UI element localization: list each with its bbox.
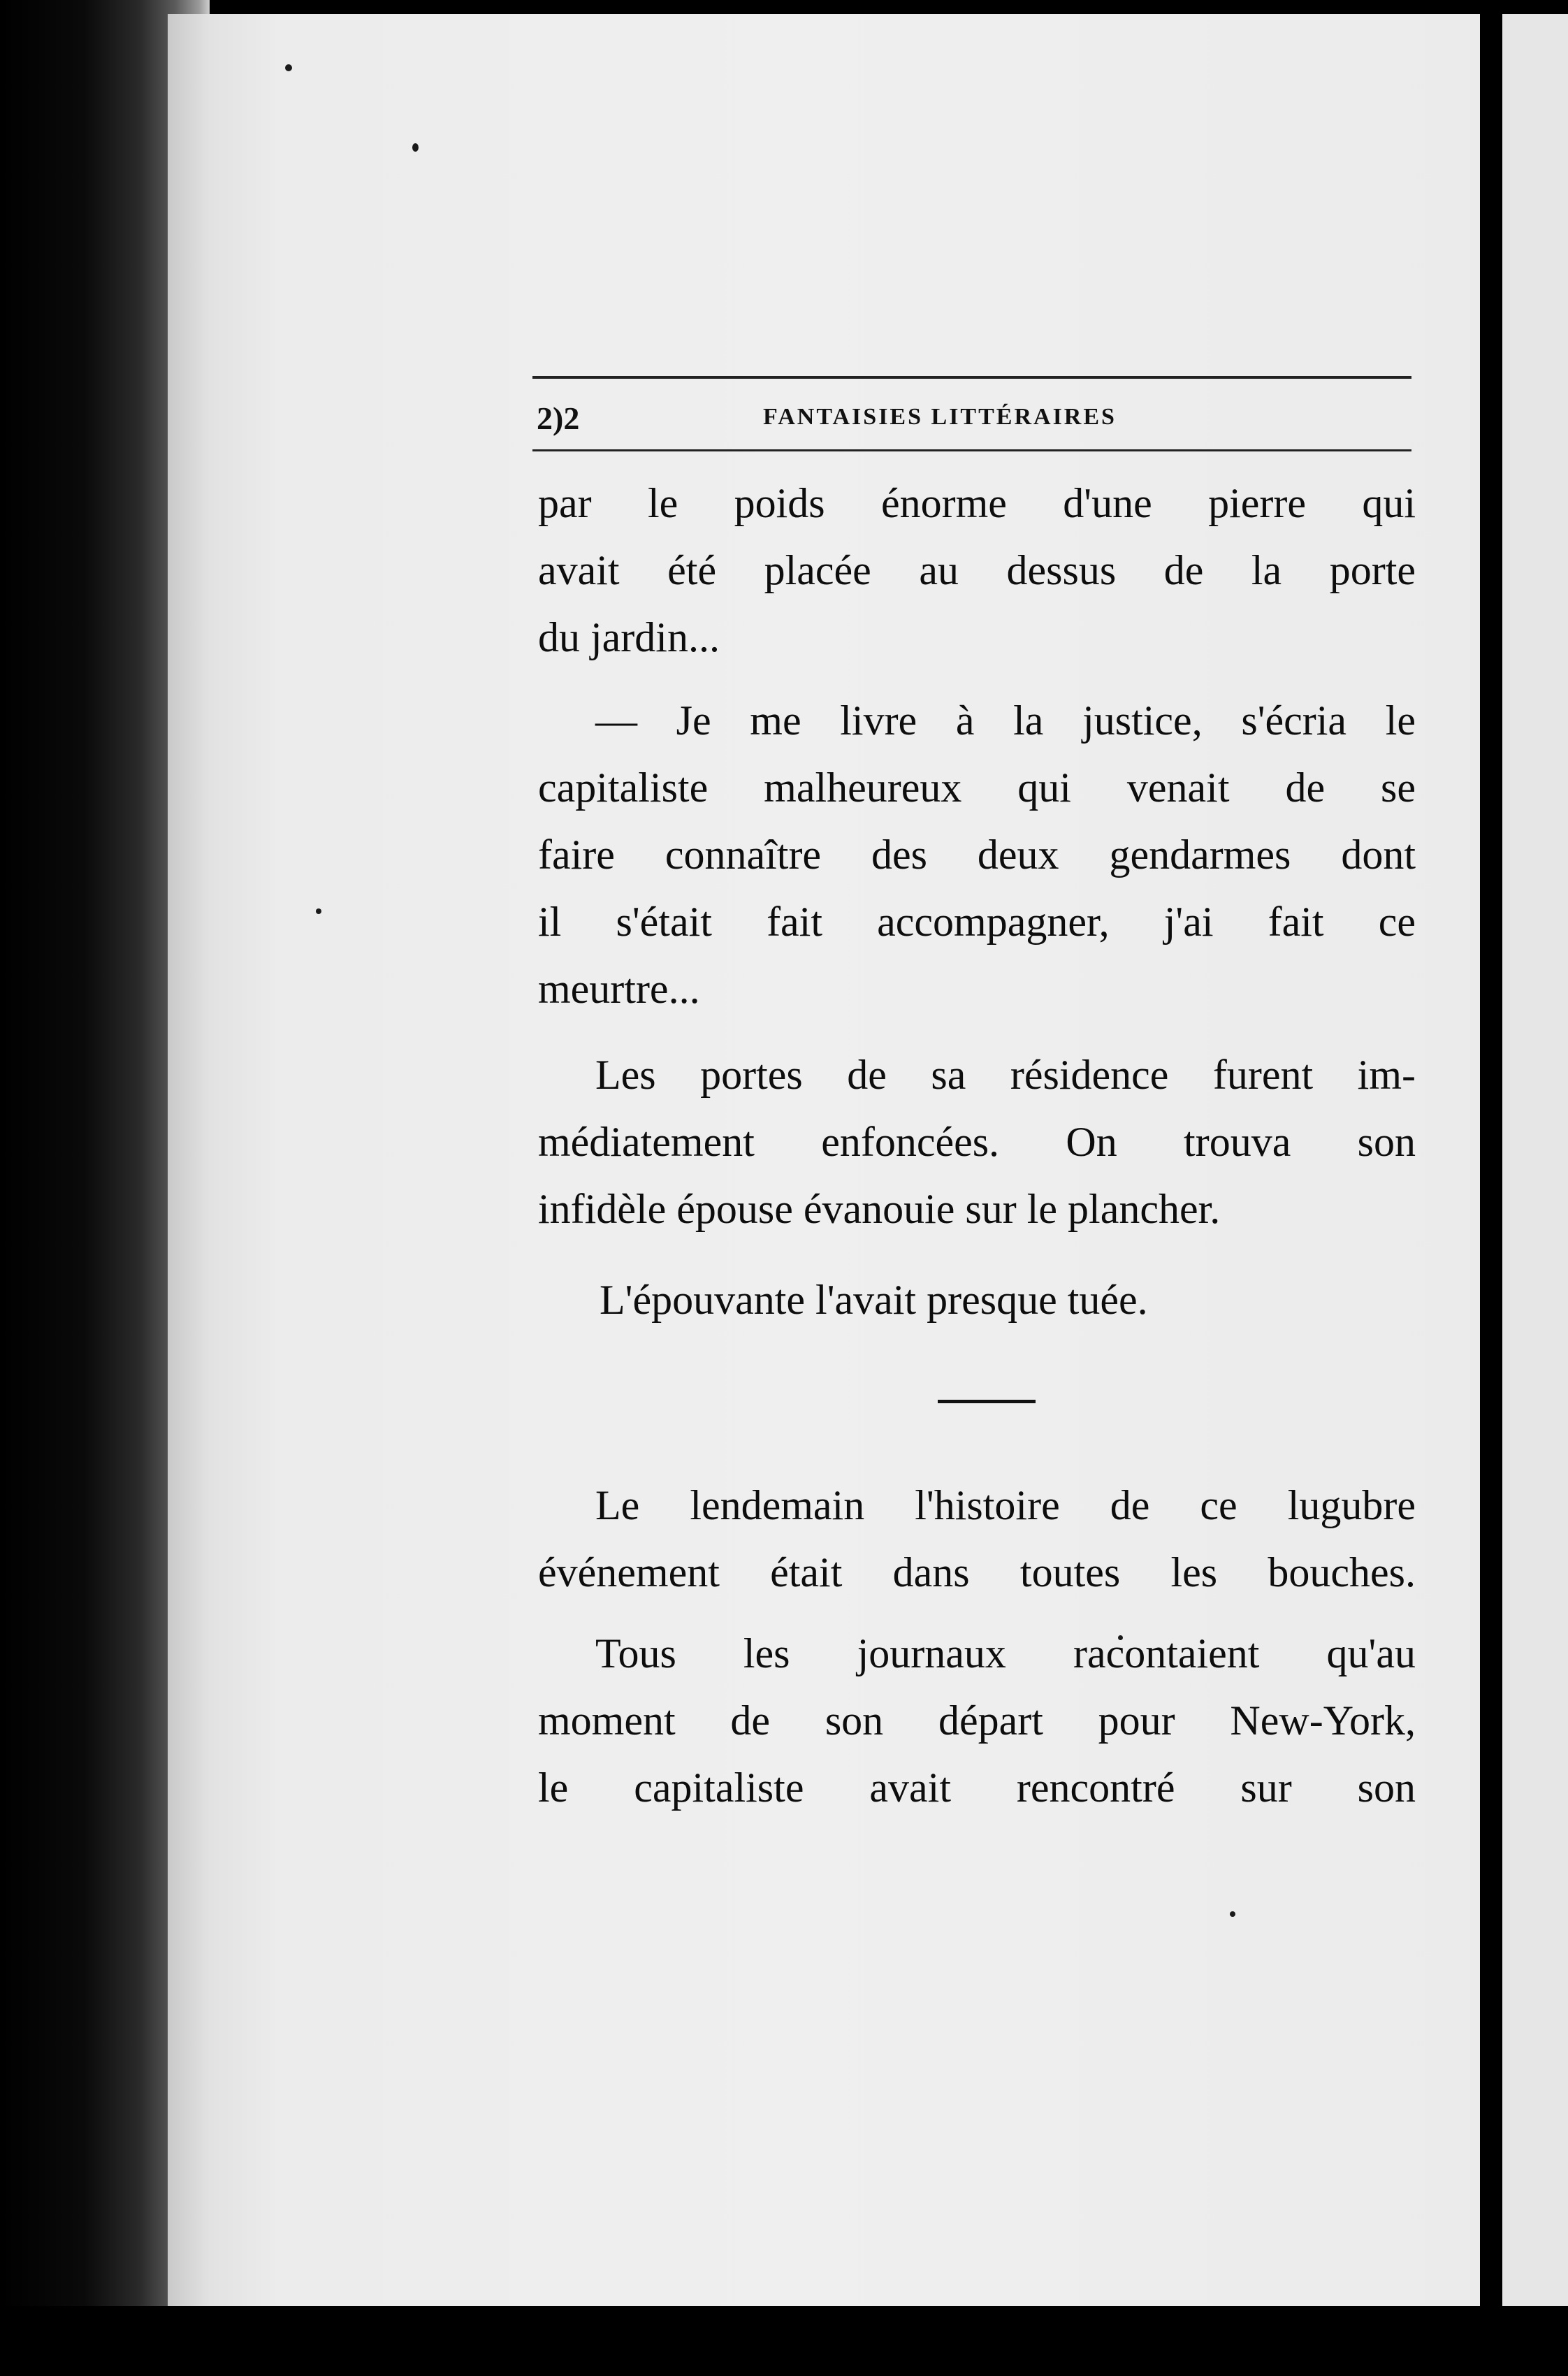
facing-page-edge xyxy=(1502,14,1568,2313)
text-line: il s'était fait accompagner, j'ai fait ce xyxy=(538,899,1416,945)
text-line: événement était dans toutes les bouches. xyxy=(538,1549,1416,1595)
text-line: Le lendemain l'histoire de ce lugubre xyxy=(595,1482,1416,1528)
text-line: meurtre... xyxy=(538,966,700,1012)
scan-bottom-border xyxy=(0,2306,1568,2376)
text-line: médiatement enfoncées. On trouva son xyxy=(538,1119,1416,1165)
paragraph xyxy=(538,687,1416,1022)
text-line: avait été placée au dessus de la porte xyxy=(538,547,1416,593)
text-line: le capitaliste avait rencontré sur son xyxy=(538,1765,1416,1811)
text-line: L'épouvante l'avait presque tuée. xyxy=(600,1277,1148,1323)
page-number: 2)2 xyxy=(537,400,580,436)
text-line: Tous les journaux racontaient qu'au xyxy=(595,1630,1416,1676)
text-line: — Je me livre à la justice, s'écria le xyxy=(595,697,1416,744)
text-line: infidèle épouse évanouie sur le plancher. xyxy=(538,1186,1221,1232)
text-line: par le poids énorme d'une pierre qui xyxy=(538,480,1416,526)
running-title: FANTAISIES LITTÉRAIRES xyxy=(763,404,1117,430)
text-line: moment de son départ pour New-York, xyxy=(538,1697,1416,1744)
paragraph xyxy=(538,1472,1416,1606)
text-line: capitaliste malheureux qui venait de se xyxy=(538,765,1416,811)
paragraph xyxy=(538,1266,1416,1333)
text-line: du jardin... xyxy=(538,614,720,660)
section-separator xyxy=(938,1400,1036,1403)
scan-speck xyxy=(412,143,419,152)
scan-speck xyxy=(1230,1911,1235,1917)
scan-speck xyxy=(285,64,292,71)
scan-speck xyxy=(316,908,321,914)
running-header xyxy=(532,376,1411,451)
paragraph xyxy=(538,1041,1416,1243)
text-line: faire connaître des deux gendarmes dont xyxy=(538,832,1416,878)
page-gutter xyxy=(1480,14,1502,2313)
paragraph xyxy=(538,1620,1416,1821)
text-line: Les portes de sa résidence furent im- xyxy=(595,1052,1416,1098)
paragraph xyxy=(538,470,1416,671)
